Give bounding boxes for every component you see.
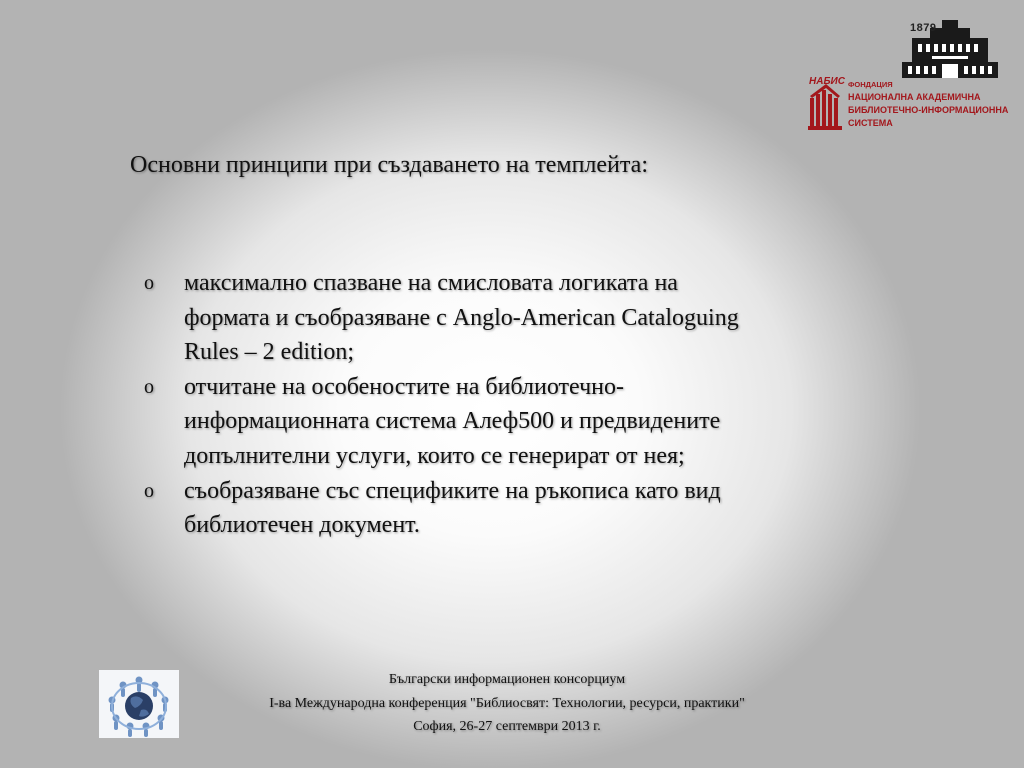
logo-org-line: НАЦИОНАЛНА АКАДЕМИЧНА [848, 92, 981, 102]
bullet-marker: o [144, 375, 154, 398]
principles-list [138, 266, 858, 543]
bullet-marker: o [144, 479, 154, 502]
footer-place-date: София, 26-27 септември 2013 г. [413, 719, 601, 734]
slide-title: Основни принципи при създаването на темплейта: [130, 152, 648, 178]
list-item-text: максимално спазване на смисловата логиката на [184, 270, 678, 296]
list-item-text: съобразяване със спецификите на ръкописа като вид [184, 477, 721, 504]
nabis-logo [806, 18, 1018, 136]
list-item-text: допълнителни услуги, които се генерират от нея; [184, 442, 685, 469]
list-item [138, 370, 858, 474]
logo-org-label: ФОНДАЦИЯ [848, 80, 893, 89]
footer [0, 668, 1024, 739]
list-item [138, 266, 858, 370]
logo-org-name [848, 78, 1008, 130]
footer-consortium: Български информационен консорциум [388, 672, 626, 687]
bullet-marker: o [144, 272, 154, 294]
list-item-text: библиотечен документ. [184, 512, 420, 539]
list-item-text: отчитане на особеностите на библиотечно- [184, 373, 624, 400]
logo-org-line: БИБЛИОТЕЧНО-ИНФОРМАЦИОННА [848, 105, 1009, 115]
logo-year: 1879 [910, 22, 937, 34]
list-item-text: информационната система Алеф500 и предвидените [184, 408, 721, 435]
list-item-text: Rules – 2 edition; [184, 339, 354, 366]
list-item-text: формата и съобразяване с Anglo-American Cataloguing [184, 304, 739, 331]
logo-org-line: СИСТЕМА [848, 118, 893, 128]
list-item [138, 474, 858, 543]
logo-abbreviation: НАБИС [809, 76, 845, 87]
footer-conference: I-ва Международна конференция "Библиосвят: Технологии, ресурси, практики" [269, 695, 745, 711]
